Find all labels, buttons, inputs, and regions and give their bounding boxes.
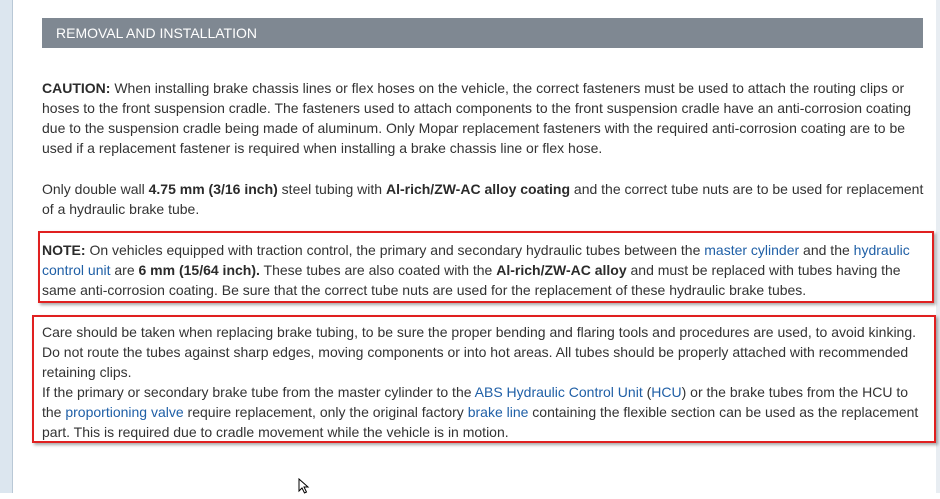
care-paragraph	[42, 322, 924, 442]
master-cylinder-link[interactable]: master cylinder	[704, 242, 800, 258]
tubing-paragraph	[42, 179, 924, 219]
window-left-edge	[0, 0, 13, 493]
note-text-3: are	[110, 262, 139, 278]
note-paragraph	[42, 240, 924, 300]
care-text-3: (	[642, 384, 652, 400]
caution-paragraph	[42, 78, 924, 158]
tubing-text-1: Only double wall	[42, 181, 149, 197]
tubing-text-2: steel tubing with	[277, 181, 386, 197]
scrollbar[interactable]	[936, 0, 940, 493]
tubing-size: 4.75 mm (3/16 inch)	[148, 181, 278, 197]
care-text-1: Care should be taken when replacing brake tubing, to be sure the proper bending and flaring tools and procedures are used, to avoid kinking. Do not route the tubes against sharp edges, moving components or into hot areas. All tubes should be properly attached with recommended retaining clips.	[42, 324, 917, 380]
mouse-cursor-icon	[298, 478, 310, 499]
hydraulic-control-unit-link[interactable]: hydraulic control unit	[42, 242, 910, 278]
care-text-5: require replacement, only the original factory	[183, 404, 468, 420]
note-tube-size: 6 mm (15/64 inch).	[138, 262, 260, 278]
caution-text: When installing brake chassis lines or flex hoses on the vehicle, the correct fasteners must be used to attach the routing clips or hoses to the front suspension cradle. The fasteners used to attach components to the front suspension cradle have an anti-corrosion coating due to the suspension cradle being made of aluminum. Only Mopar replacement fasteners with the required anti-corrosion coating are to be used if a replacement fastener is required when installing a brake chassis line or flex hose.	[42, 80, 912, 156]
section-title: REMOVAL AND INSTALLATION	[56, 25, 257, 41]
note-label: NOTE:	[42, 242, 86, 258]
note-text-5: and must be replaced with tubes having the same anti-corrosion coating. Be sure that the correct tube nuts are used for the replacement of these hydraulic brake tubes.	[42, 262, 901, 298]
hcu-link[interactable]: HCU	[651, 384, 682, 400]
note-alloy: Al-rich/ZW-AC alloy	[496, 262, 627, 278]
care-text-6: containing the flexible section can be used as the replacement part. This is required due to cradle movement while the vehicle is in motion.	[42, 404, 919, 440]
brake-line-link[interactable]: brake line	[467, 404, 529, 420]
abs-hcu-link[interactable]: ABS Hydraulic Control Unit	[474, 384, 643, 400]
tubing-text-3: and the correct tube nuts are to be used for replacement of a hydraulic brake tube.	[42, 181, 924, 217]
care-text-4: ) or the brake tubes from the HCU to the	[42, 384, 909, 420]
note-text-4: These tubes are also coated with the	[259, 262, 497, 278]
care-text-2: If the primary or secondary brake tube from the master cylinder to the	[42, 384, 475, 400]
note-text-2: and the	[799, 242, 854, 258]
caution-label: CAUTION:	[42, 80, 111, 96]
note-text-1: On vehicles equipped with traction control, the primary and secondary hydraulic tubes between the	[85, 242, 705, 258]
tubing-coating: Al-rich/ZW-AC alloy coating	[385, 181, 571, 197]
section-header	[42, 18, 923, 48]
proportioning-valve-link[interactable]: proportioning valve	[65, 404, 184, 420]
